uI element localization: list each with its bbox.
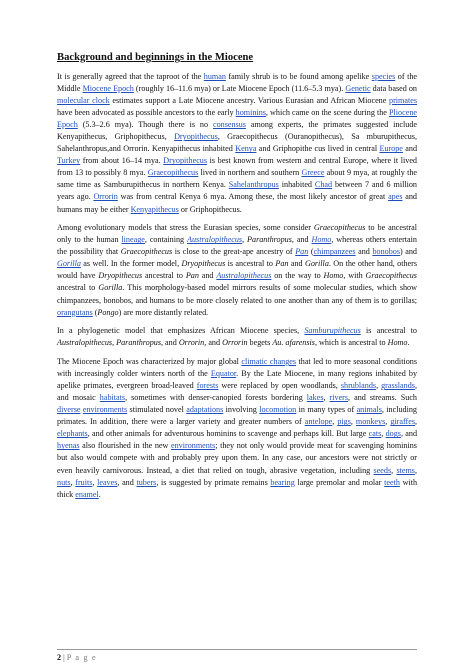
text-run: with thick: [57, 477, 418, 499]
text-run: that led to more seasonal conditions with increasingly colder winters north of the: [57, 357, 417, 379]
hyperlink[interactable]: orangutans: [57, 307, 93, 317]
text-run: on the way to: [271, 271, 324, 281]
hyperlink[interactable]: lakes: [306, 393, 324, 403]
hyperlink[interactable]: adaptations: [186, 405, 224, 415]
hyperlink[interactable]: Miocene Epoch: [82, 84, 134, 94]
hyperlink[interactable]: animals: [356, 405, 382, 415]
hyperlink[interactable]: giraffes: [390, 417, 415, 427]
hyperlink[interactable]: leaves: [97, 477, 118, 487]
hyperlink[interactable]: molecular clock: [57, 96, 110, 106]
italic-text: Au. afarensis: [272, 338, 315, 348]
hyperlink[interactable]: diverse: [57, 405, 81, 415]
text-run: ) and: [399, 247, 417, 257]
text-run: ,: [92, 477, 98, 487]
text-run: and: [198, 271, 217, 281]
hyperlink[interactable]: Dryopithecus: [174, 132, 218, 142]
text-run: ,: [70, 477, 76, 487]
hyperlink[interactable]: cats: [368, 429, 382, 439]
text-run: ,: [350, 417, 356, 427]
text-run: (: [308, 247, 314, 257]
text-run: ,: [414, 465, 417, 475]
text-run: (: [92, 307, 98, 317]
italic-text: Australopithecus: [57, 338, 113, 348]
hyperlink[interactable]: Genetic: [345, 84, 371, 94]
hyperlink[interactable]: Europe: [379, 144, 403, 154]
footer-separator: |: [63, 653, 65, 662]
text-run: have been advocated as possible ancestors to the early: [57, 108, 236, 118]
paragraph: [57, 325, 417, 349]
text-run: . On the other hand, others would have: [57, 259, 418, 281]
hyperlink[interactable]: Dryopithecus: [163, 156, 208, 166]
hyperlink[interactable]: environments: [82, 405, 128, 415]
text-run: ,: [376, 381, 382, 391]
italic-text: Gorilla: [98, 283, 123, 293]
hyperlink[interactable]: apes: [388, 192, 403, 202]
text-run: , and: [291, 235, 312, 245]
text-run: , and: [160, 338, 179, 348]
hyperlink[interactable]: rivers: [329, 393, 349, 403]
text-run: ancestral to: [142, 271, 186, 281]
text-run: in many types of: [296, 405, 357, 415]
text-run: , and mosaic: [57, 381, 417, 403]
hyperlink[interactable]: lineage: [121, 235, 145, 245]
paragraph: [57, 71, 417, 216]
hyperlink[interactable]: Orrorin: [93, 192, 118, 202]
text-run: , which came on the scene during the: [265, 108, 390, 118]
page-word: P a g e: [66, 653, 97, 662]
text-run: is ancestral to: [225, 259, 276, 269]
italic-text: Graecopithecus: [120, 247, 173, 257]
text-run: stimulated novel: [127, 405, 187, 415]
text-run: and humans may be either: [57, 192, 417, 214]
hyperlink[interactable]: Chad: [314, 180, 333, 190]
hyperlink[interactable]: antelope: [304, 417, 333, 427]
page-number: 2: [57, 653, 62, 662]
text-run: family shrub is to be found among apelike: [225, 72, 372, 81]
text-run: is ancestral to: [360, 326, 417, 336]
text-run: as well. In the former model,: [80, 259, 182, 269]
paragraphs-container: [57, 71, 417, 501]
text-run: , is suggested by primate remains: [156, 477, 271, 487]
text-run: estimates support a Late Miocene ancestry. Various Eurasian and African Miocene: [109, 96, 390, 106]
text-run: lived in northern and southern: [198, 168, 302, 178]
italic-text: Pan: [275, 259, 289, 269]
text-run: .: [407, 338, 410, 348]
hyperlink[interactable]: fruits: [75, 477, 93, 487]
text-run: data based on: [370, 84, 417, 94]
text-run: is close to the great-ape ancestry of: [172, 247, 296, 257]
text-run: , whereas others entertain the possibility that: [57, 235, 417, 257]
hyperlink[interactable]: environments: [171, 441, 216, 451]
hyperlink[interactable]: elephants: [57, 429, 88, 439]
paragraph: [57, 356, 417, 501]
page-footer: [57, 649, 417, 662]
hyperlink[interactable]: Turkey: [57, 156, 81, 166]
hyperlink[interactable]: consensus: [213, 120, 246, 130]
text-run: , and other animals for adventurous hominins to scavenge and perhaps kill. But large: [87, 429, 369, 439]
hyperlink[interactable]: forests: [196, 381, 219, 391]
text-run: Among evolutionary models that stress the Eurasian species, some consider: [57, 223, 314, 233]
page-body: [57, 52, 417, 507]
text-run: to be ancestral only to the human: [57, 223, 418, 245]
italic-text: Paranthropus: [247, 235, 292, 245]
text-run: , with: [343, 271, 366, 281]
text-run: , which is ancestral to: [314, 338, 388, 348]
hyperlink[interactable]: chimpanzees: [313, 247, 356, 257]
hyperlink[interactable]: grasslands: [381, 381, 415, 391]
text-run: , including primates. In addition, there were a larger variety and greater numbers of: [57, 405, 417, 427]
text-run: involving: [223, 405, 260, 415]
text-run: ,: [391, 465, 397, 475]
text-run: It is generally agreed that the taproot of the: [57, 72, 204, 81]
italic-text: Graecopithecus: [365, 271, 417, 281]
text-run: and: [355, 247, 373, 257]
hyperlink[interactable]: seeds: [373, 465, 392, 475]
hyperlink[interactable]: stems: [396, 465, 415, 475]
text-run: , Graecopithecus (Ouranopithecus), Sa mburupithecus, Sahelanthropus,and Orrorin. Kenyapithecus inhabited: [57, 132, 417, 154]
text-run: In a phylogenetic model that emphasizes African Miocene species,: [57, 326, 305, 336]
hyperlink[interactable]: tubers: [136, 477, 157, 487]
text-run: inhabited: [278, 180, 315, 190]
text-run: The Miocene Epoch was characterized by major global: [57, 357, 242, 367]
text-run: , and: [117, 477, 137, 487]
text-run: . By the Late Miocene, in many regions inhabited by apelike primates, evergreen broad-leaved: [57, 369, 418, 391]
italic-text: Orrorin: [178, 338, 205, 348]
hyperlink[interactable]: Pliocene Epoch: [57, 108, 417, 130]
hyperlink[interactable]: primates: [389, 96, 417, 106]
hyperlink[interactable]: Equator: [210, 369, 237, 379]
hyperlink[interactable]: Pan: [295, 247, 309, 257]
hyperlink[interactable]: Homo: [311, 235, 332, 245]
text-run: ,: [415, 417, 418, 427]
text-run: ,: [112, 338, 117, 348]
italic-text: Gorilla: [304, 259, 329, 269]
text-run: .: [98, 489, 101, 499]
hyperlink[interactable]: monkeys: [355, 417, 386, 427]
italic-text: Graecopithecus: [313, 223, 366, 233]
italic-text: Homo: [323, 271, 344, 281]
text-run: , sometimes with denser-canopied forests bordering: [125, 393, 307, 403]
text-run: and Griphopithe cus lived in central: [256, 144, 380, 154]
hyperlink[interactable]: Australopithecus: [216, 271, 272, 281]
hyperlink[interactable]: pigs: [337, 417, 351, 427]
hyperlink[interactable]: species: [371, 72, 396, 81]
text-run: were replaced by open woodlands,: [218, 381, 341, 391]
hyperlink[interactable]: shrublands: [340, 381, 377, 391]
hyperlink[interactable]: habitats: [99, 393, 126, 403]
hyperlink[interactable]: locomotion: [259, 405, 297, 415]
text-run: ,: [242, 235, 248, 245]
text-run: , and: [400, 429, 418, 439]
italic-text: Pan: [185, 271, 199, 281]
text-run: ancestral to: [57, 283, 99, 293]
hyperlink[interactable]: dogs: [385, 429, 401, 439]
italic-text: Dryopithecus: [98, 271, 143, 281]
text-run: (5.3–2.6 mya). Though there is no: [77, 120, 213, 130]
text-run: ,: [332, 417, 338, 427]
text-run: is best known from western and central Europe, where it lived from 13 to possibly 8 mya.: [57, 156, 417, 178]
hyperlink[interactable]: bearing: [270, 477, 295, 487]
text-run: large premolar and molar: [294, 477, 385, 487]
hyperlink[interactable]: Gorilla: [57, 259, 81, 269]
text-run: , and: [204, 338, 223, 348]
italic-text: Orrorin: [222, 338, 248, 348]
hyperlink[interactable]: nuts: [57, 477, 71, 487]
italic-text: Pongo: [97, 307, 119, 317]
text-run: ,: [323, 393, 330, 403]
hyperlink[interactable]: bonobos: [372, 247, 400, 257]
text-run: and: [402, 144, 418, 154]
text-run: ) are more distantly related.: [118, 307, 209, 317]
paragraph: [57, 222, 417, 318]
text-run: was from central Kenya 6 mya. Among these, the most likely ancestor of great: [117, 192, 389, 202]
hyperlink[interactable]: Samburupithecus: [304, 326, 361, 336]
italic-text: Dryopithecus: [181, 259, 226, 269]
text-run: ,: [385, 417, 391, 427]
italic-text: Homo: [387, 338, 408, 348]
text-run: begets: [247, 338, 273, 348]
hyperlink[interactable]: enamel: [75, 489, 99, 499]
italic-text: Paranthropus: [116, 338, 161, 348]
hyperlink[interactable]: Sahelanthropus: [228, 180, 279, 190]
text-run: ,: [381, 429, 386, 439]
text-run: of the Middle: [57, 72, 418, 94]
text-run: . This morphology-based model mirrors results of some molecular studies, which show chimpanzees, bonobos, and humans to be more closely related to one another than any of them is to gorillas;: [57, 283, 417, 305]
text-run: and: [288, 259, 305, 269]
hyperlink[interactable]: Greece: [301, 168, 325, 178]
hyperlink[interactable]: Australopithecus: [187, 235, 243, 245]
hyperlink[interactable]: Kenya: [235, 144, 257, 154]
text-run: , containing: [144, 235, 188, 245]
text-run: about 9 mya, at roughly the same time as Samburupithecus in northern Kenya.: [57, 168, 417, 190]
text-run: between 7 and 6 million years ago.: [57, 180, 417, 202]
text-run: from about 16–14 mya.: [80, 156, 164, 166]
text-run: ; they not only would provide meat for scavenging hominins but also would compete with and probably prey upon them. In any case, our ancestors were not strictly or even heavily carnivorous. Instead, a diet that relied on tough, abrasive vegetation, including: [57, 441, 417, 475]
hyperlink[interactable]: Kenyapithecus: [130, 204, 179, 214]
hyperlink[interactable]: climatic changes: [241, 357, 297, 367]
hyperlink[interactable]: human: [203, 72, 226, 81]
section-heading: Background and beginnings in the Miocene: [57, 52, 254, 63]
text-run: also flourished in the new: [79, 441, 172, 451]
text-run: among experts, the primates suggested include Kenyapithecus, Griphopithecus,: [57, 120, 417, 142]
hyperlink[interactable]: hominins: [235, 108, 266, 118]
hyperlink[interactable]: teeth: [384, 477, 400, 487]
text-run: or Griphopithecus.: [178, 204, 242, 214]
hyperlink[interactable]: hyenas: [57, 441, 80, 451]
text-run: , and streams. Such: [348, 393, 417, 403]
text-run: (roughly 16–11.6 mya) or Late Miocene Epoch (11.6–5.3 mya).: [133, 84, 346, 94]
hyperlink[interactable]: Graecopithecus: [147, 168, 199, 178]
